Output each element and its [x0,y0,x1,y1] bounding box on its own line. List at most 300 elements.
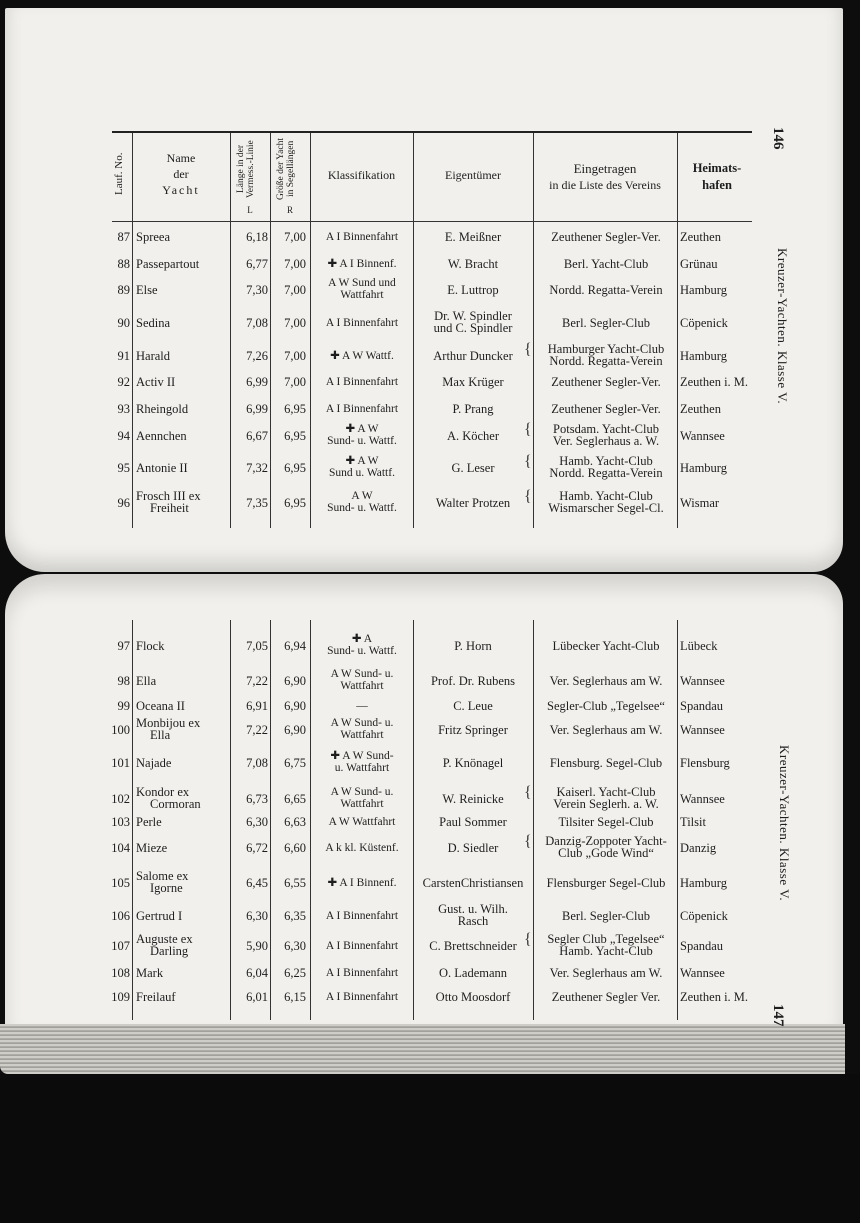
cell-own [417,497,529,509]
column-rule [132,133,133,528]
cell-own [417,816,529,828]
cell-kl-line: ✚ A W [345,423,379,435]
cell-kl-line: A I Binnenfahrt [325,967,399,979]
header-lauf: Lauf. No. [113,152,125,196]
cell-name-line: Cormoran [150,797,201,811]
cell-r: 6,95 [284,429,306,443]
cell-l: 6,99 [246,375,268,389]
cell-own [417,640,529,652]
cell-club-line: Tilsiter Segel-Club [558,815,654,829]
cell-club-line: Ver. Seglerhaus am W. [549,674,663,688]
cell-own-line: C. Brettschneider [429,939,517,953]
page-edges [0,1024,845,1074]
cell-l: 7,22 [246,674,268,688]
cell-kl-line: ✚ A [351,633,373,645]
cell-own-line: P. Horn [454,639,492,653]
cell-kl [312,816,412,828]
column-rule [533,133,534,528]
cell-name [136,231,228,243]
cell-own [417,700,529,712]
header-laenge-sym: L [247,205,253,215]
cell-kl-line: Sund- u. Wattf. [327,435,397,447]
cell-name [136,490,228,514]
cell-no: 103 [111,815,130,829]
cell-no: 95 [117,461,130,475]
cell-club [537,910,675,922]
header-underline [112,221,752,222]
cell-name-line: Salome ex [136,869,189,883]
cell-no: 107 [111,939,130,953]
header-name-line: Name [166,151,196,165]
running-head-bottom: Kreuzer-Yachten. Klasse V. [777,745,792,902]
cell-kl-line: — [356,700,368,712]
cell-club-line: Flensburg. Segel-Club [549,756,663,770]
cell-r: 6,95 [284,461,306,475]
cell-r: 6,35 [284,909,306,923]
cell-kl [312,668,412,692]
cell-kl-line: A I Binnenfahrt [325,317,399,329]
cell-name-line: Oceana II [136,699,185,713]
cell-l: 6,99 [246,402,268,416]
cell-club-line: Ver. Seglerhaus am W. [549,966,663,980]
cell-name-line: Freiheit [150,501,189,515]
header-eingetragen-line: Eingetragen [573,161,637,176]
cell-kl-line: A W [351,490,373,502]
cell-own-line: Max Krüger [442,375,504,389]
cell-name-line: Frosch III ex [136,489,201,503]
cell-kl-line: A I Binnenfahrt [325,231,399,243]
cell-l: 6,18 [246,230,268,244]
cell-club-line: Flensburger Segel-Club [546,876,666,890]
cell-club [537,403,675,415]
cell-club [537,835,675,859]
cell-kl-line: Wattfahrt [340,680,384,692]
cell-no: 90 [117,316,130,330]
cell-own [417,258,529,270]
cell-port: Tilsit [680,815,706,829]
cell-name [136,317,228,329]
cell-l: 7,35 [246,496,268,510]
cell-r: 6,90 [284,674,306,688]
cell-l: 6,45 [246,876,268,890]
cell-name-line: Mark [136,966,164,980]
cell-name [136,870,228,894]
running-head-top: Kreuzer-Yachten. Klasse V. [775,248,790,405]
cell-club [537,376,675,388]
cell-r: 7,00 [284,257,306,271]
brace-mark: { [524,453,532,470]
header-groesse: Größe der Yacht in Segellängen [276,137,296,200]
column-rule [413,620,414,1020]
cell-l: 7,08 [246,316,268,330]
cell-kl-line: Wattfahrt [340,289,384,301]
cell-own [417,462,529,474]
cell-name-line: Aennchen [136,429,187,443]
cell-kl-line: A I Binnenfahrt [325,940,399,952]
cell-port: Wismar [680,496,720,510]
cell-kl [312,700,412,712]
cell-own-line: G. Leser [451,461,495,475]
cell-kl [312,423,412,447]
cell-kl [312,350,412,362]
cell-no: 104 [111,841,130,855]
cell-own-line: Prof. Dr. Rubens [430,674,516,688]
cell-own-line: P. Prang [452,402,494,416]
cell-kl [312,967,412,979]
background-shadow [0,1074,860,1223]
cell-name [136,910,228,922]
cell-kl [312,910,412,922]
cell-club-line: Berl. Segler-Club [562,316,650,330]
cell-l: 6,01 [246,990,268,1004]
cell-club-line: Zeuthener Segler-Ver. [551,230,661,244]
cell-no: 106 [111,909,130,923]
cell-own [417,842,529,854]
cell-no: 93 [117,402,130,416]
cell-club [537,933,675,957]
cell-no: 91 [117,349,130,363]
cell-club [537,284,675,296]
header-name-line: Yacht [162,183,200,197]
cell-own-line: E. Luttrop [447,283,499,297]
cell-club-line: Berl. Yacht-Club [563,257,649,271]
cell-no: 99 [117,699,130,713]
cell-kl-line: ✚ A W Sund- [330,750,394,762]
cell-l: 6,73 [246,792,268,806]
cell-r: 7,00 [284,316,306,330]
cell-port: Hamburg [680,461,727,475]
cell-name-line: Igorne [150,881,183,895]
cell-club-line: Lübecker Yacht-Club [552,639,660,653]
cell-port: Zeuthen [680,402,721,416]
cell-club [537,700,675,712]
cell-kl [312,455,412,479]
cell-own-line: Fritz Springer [438,723,508,737]
cell-club-line: Hamb. Yacht-Club [559,944,653,958]
cell-club [537,967,675,979]
cell-club-line: Ver. Seglerhaus a. W. [552,434,660,448]
cell-own-line: Walter Protzen [435,496,511,510]
cell-name [136,403,228,415]
cell-no: 102 [111,792,130,806]
cell-club-line: Berl. Segler-Club [562,909,650,923]
cell-club-line: Kaiserl. Yacht-Club [556,785,656,799]
cell-r: 6,30 [284,939,306,953]
cell-kl-line: A W Wattfahrt [328,816,396,828]
cell-name-line: Darling [150,944,189,958]
cell-no: 108 [111,966,130,980]
cell-port: Wannsee [680,792,725,806]
cell-name [136,991,228,1003]
cell-name [136,786,228,810]
cell-own [417,430,529,442]
cell-own [417,376,529,388]
cell-own-line: W. Reinicke [442,792,504,806]
cell-port: Grünau [680,257,718,271]
cell-name-line: Gertrud I [136,909,183,923]
cell-r: 7,00 [284,375,306,389]
cell-r: 7,00 [284,230,306,244]
column-rule [677,620,678,1020]
cell-own-line: E. Meißner [444,230,502,244]
cell-no: 109 [111,990,130,1004]
header-heimat [677,160,757,194]
cell-kl [312,633,412,657]
cell-kl-line: u. Wattfahrt [334,762,390,774]
cell-club [537,455,675,479]
cell-l: 7,22 [246,723,268,737]
cell-name [136,462,228,474]
cell-l: 6,77 [246,257,268,271]
cell-name-line: Spreea [136,230,171,244]
cell-club [537,675,675,687]
cell-port: Hamburg [680,283,727,297]
cell-name-line: Najade [136,756,172,770]
cell-kl [312,940,412,952]
cell-own-line: CarstenChristiansen [422,876,524,890]
cell-name-line: Rheingold [136,402,189,416]
cell-name-line: Flock [136,639,165,653]
brace-mark: { [524,931,532,948]
cell-name [136,284,228,296]
cell-port: Wannsee [680,429,725,443]
cell-name-line: Antonie II [136,461,188,475]
cell-name [136,675,228,687]
header-eingetragen-line: in die Liste des Vereins [549,178,661,192]
cell-name-line: Ella [150,728,171,742]
cell-kl [312,231,412,243]
cell-name [136,350,228,362]
cell-club-line: Zeuthener Segler-Ver. [551,402,661,416]
cell-kl-line: Sund- u. Wattf. [327,502,397,514]
cell-club-line: Zeuthener Segler-Ver. [551,375,661,389]
column-rule [310,133,311,528]
cell-club [537,343,675,367]
cell-no: 92 [117,375,130,389]
brace-mark: { [524,488,532,505]
cell-own [417,991,529,1003]
cell-name-line: Activ II [136,375,176,389]
brace-mark: { [524,421,532,438]
cell-l: 6,91 [246,699,268,713]
cell-own [417,231,529,243]
cell-club [537,816,675,828]
cell-name-line: Perle [136,815,162,829]
cell-no: 87 [117,230,130,244]
column-rule [533,620,534,1020]
cell-l: 6,67 [246,429,268,443]
cell-club-line: Potsdam. Yacht-Club [553,422,659,436]
cell-kl [312,786,412,810]
cell-own [417,967,529,979]
cell-no: 94 [117,429,130,443]
column-rule [677,133,678,528]
header-groesse-sym: R [286,205,293,215]
cell-club-line: Hamb. Yacht-Club [559,489,653,503]
column-rule [413,133,414,528]
cell-club [537,724,675,736]
cell-club-line: Nordd. Regatta-Verein [549,466,663,480]
header-eingetragen [533,160,677,194]
cell-own [417,403,529,415]
cell-club [537,877,675,889]
cell-kl-line: ✚ A W Wattf. [330,350,394,362]
cell-no: 100 [111,723,130,737]
cell-kl-line: Wattfahrt [340,729,384,741]
cell-kl [312,277,412,301]
cell-l: 7,05 [246,639,268,653]
cell-club [537,258,675,270]
header-heimat-line: hafen [702,178,732,192]
cell-name [136,640,228,652]
cell-l: 7,08 [246,756,268,770]
cell-name-line: Ella [136,674,157,688]
cell-kl-line: A I Binnenfahrt [325,376,399,388]
cell-l: 6,30 [246,815,268,829]
cell-kl [312,490,412,514]
cell-club-line: Club „Gode Wind“ [558,846,654,860]
cell-club [537,991,675,1003]
brace-mark: { [524,784,532,801]
cell-own [417,350,529,362]
cell-port: Cöpenick [680,316,728,330]
cell-name-line: Else [136,283,158,297]
cell-no: 88 [117,257,130,271]
cell-own [417,877,529,889]
cell-own-line: Otto Moosdorf [435,990,511,1004]
page-number-top: 146 [770,127,786,150]
cell-l: 6,30 [246,909,268,923]
cell-own-line: Arthur Duncker [433,349,513,363]
cell-club-line: Verein Seglerh. a. W. [553,797,659,811]
cell-kl-line: A W Sund und [328,277,396,289]
cell-port: Lübeck [680,639,718,653]
cell-own [417,284,529,296]
header-heimat-line: Heimats- [692,161,742,175]
cell-own [417,940,529,952]
column-rule [310,620,311,1020]
cell-kl-line: Sund- u. Wattf. [327,645,397,657]
cell-name [136,700,228,712]
cell-port: Flensburg [680,756,730,770]
cell-port: Spandau [680,939,724,953]
cell-r: 6,75 [284,756,306,770]
cell-kl [312,842,412,854]
cell-own [417,903,529,927]
cell-name [136,816,228,828]
cell-port: Wannsee [680,723,725,737]
cell-own [417,675,529,687]
cell-kl [312,376,412,388]
cell-l: 6,72 [246,841,268,855]
cell-kl-line: A W Sund- u. [330,786,394,798]
cell-kl-line: A I Binnenfahrt [325,403,399,415]
cell-own-line: D. Siedler [447,841,499,855]
cell-r: 6,15 [284,990,306,1004]
cell-name-line: Harald [136,349,171,363]
cell-own-line: P. Knönagel [442,756,504,770]
cell-r: 6,55 [284,876,306,890]
cell-club-line: Nordd. Regatta-Verein [549,354,663,368]
cell-club [537,640,675,652]
cell-name [136,376,228,388]
header-name-line: der [173,167,189,181]
cell-club [537,757,675,769]
cell-club [537,231,675,243]
cell-name [136,757,228,769]
header-name [132,150,230,198]
column-rule [230,133,231,528]
cell-port: Hamburg [680,876,727,890]
cell-r: 6,90 [284,699,306,713]
cell-port: Hamburg [680,349,727,363]
cell-port: Danzig [680,841,717,855]
cell-own [417,724,529,736]
cell-port: Zeuthen [680,230,721,244]
cell-own-line: und C. Spindler [433,321,513,335]
cell-kl [312,991,412,1003]
page-number-bottom: 147 [770,1004,786,1027]
cell-club [537,490,675,514]
cell-own-line: Rasch [457,914,489,928]
cell-port: Cöpenick [680,909,728,923]
cell-r: 6,95 [284,496,306,510]
cell-l: 7,32 [246,461,268,475]
cell-kl [312,877,412,889]
cell-kl [312,717,412,741]
cell-no: 101 [111,756,130,770]
cell-no: 97 [117,639,130,653]
header-klass: Klassifikation [327,168,396,182]
cell-own [417,310,529,334]
cell-own-line: O. Lademann [438,966,508,980]
cell-kl-line: ✚ A W [345,455,379,467]
cell-l: 7,30 [246,283,268,297]
cell-no: 89 [117,283,130,297]
column-rule [132,620,133,1020]
cell-port: Wannsee [680,674,725,688]
cell-club-line: Zeuthener Segler Ver. [551,990,661,1004]
cell-no: 96 [117,496,130,510]
cell-club-line: Segler Club „Tegelsee“ [547,932,665,946]
cell-own-line: A. Köcher [446,429,500,443]
brace-mark: { [524,833,532,850]
cell-r: 6,94 [284,639,306,653]
cell-own [417,793,529,805]
header-rule [112,131,752,133]
cell-kl-line: A W Sund- u. [330,717,394,729]
cell-r: 6,95 [284,402,306,416]
cell-own-line: Gust. u. Wilh. [438,902,508,916]
cell-name [136,933,228,957]
column-rule [270,133,271,528]
cell-no: 98 [117,674,130,688]
cell-kl-line: ✚ A I Binnenf. [327,258,397,270]
cell-name-line: Passepartout [136,257,200,271]
header-laenge: Länge in der Vermess.-Linie [236,140,256,198]
cell-l: 6,04 [246,966,268,980]
cell-no: 105 [111,876,130,890]
cell-club-line: Nordd. Regatta-Verein [549,283,663,297]
cell-r: 6,65 [284,792,306,806]
cell-own [417,757,529,769]
cell-name [136,258,228,270]
cell-r: 6,60 [284,841,306,855]
cell-name-line: Auguste ex [136,932,193,946]
cell-club-line: Ver. Seglerhaus am W. [549,723,663,737]
cell-club-line: Segler-Club „Tegelsee“ [547,699,665,713]
cell-name-line: Freilauf [136,990,176,1004]
